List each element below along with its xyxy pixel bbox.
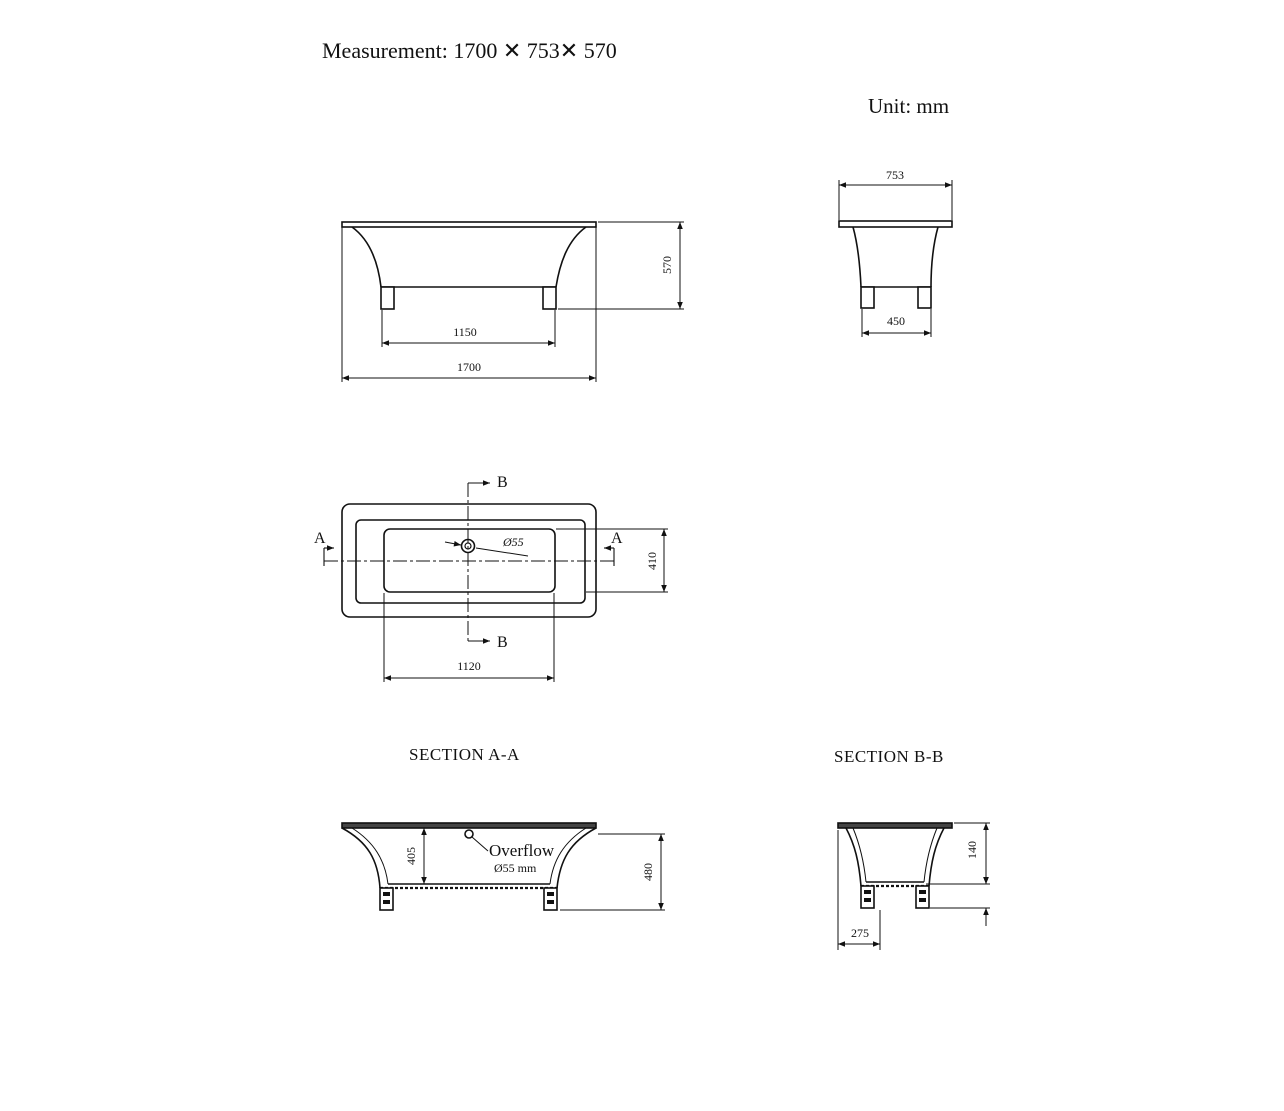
overflow-label: Overflow	[489, 841, 555, 860]
overflow-size: Ø55 mm	[494, 861, 537, 875]
dim-inner-depth: 405	[404, 847, 418, 865]
dim-overall-length: 1700	[457, 360, 481, 374]
dim-inner-length: 1120	[457, 659, 481, 673]
section-bb-title: SECTION B-B	[834, 747, 944, 766]
front-view	[342, 222, 596, 309]
dim-section-depth: 140	[965, 841, 979, 859]
section-aa-view	[342, 823, 596, 910]
side-view	[839, 221, 952, 308]
section-a-left: A	[314, 530, 326, 547]
overflow-symbol	[465, 830, 488, 851]
dim-inner-width: 410	[645, 552, 659, 570]
dim-leg-spacing-front: 1150	[453, 325, 477, 339]
unit-label: Unit: mm	[868, 94, 950, 118]
measurement-title: Measurement: 1700 ✕ 753✕ 570	[322, 38, 617, 63]
section-a-right: A	[611, 530, 623, 547]
section-aa-title: SECTION A-A	[409, 745, 520, 764]
dim-leg-offset: 275	[851, 926, 869, 940]
drain-size: Ø55	[503, 535, 524, 549]
section-b-top: B	[497, 474, 508, 491]
dim-leg-spacing-side: 450	[887, 314, 905, 328]
dim-height: 570	[660, 256, 674, 274]
section-bb-view	[838, 823, 952, 908]
section-b-bottom: B	[497, 634, 508, 651]
dim-outer-height: 480	[641, 863, 655, 881]
dim-overall-width: 753	[886, 168, 904, 182]
